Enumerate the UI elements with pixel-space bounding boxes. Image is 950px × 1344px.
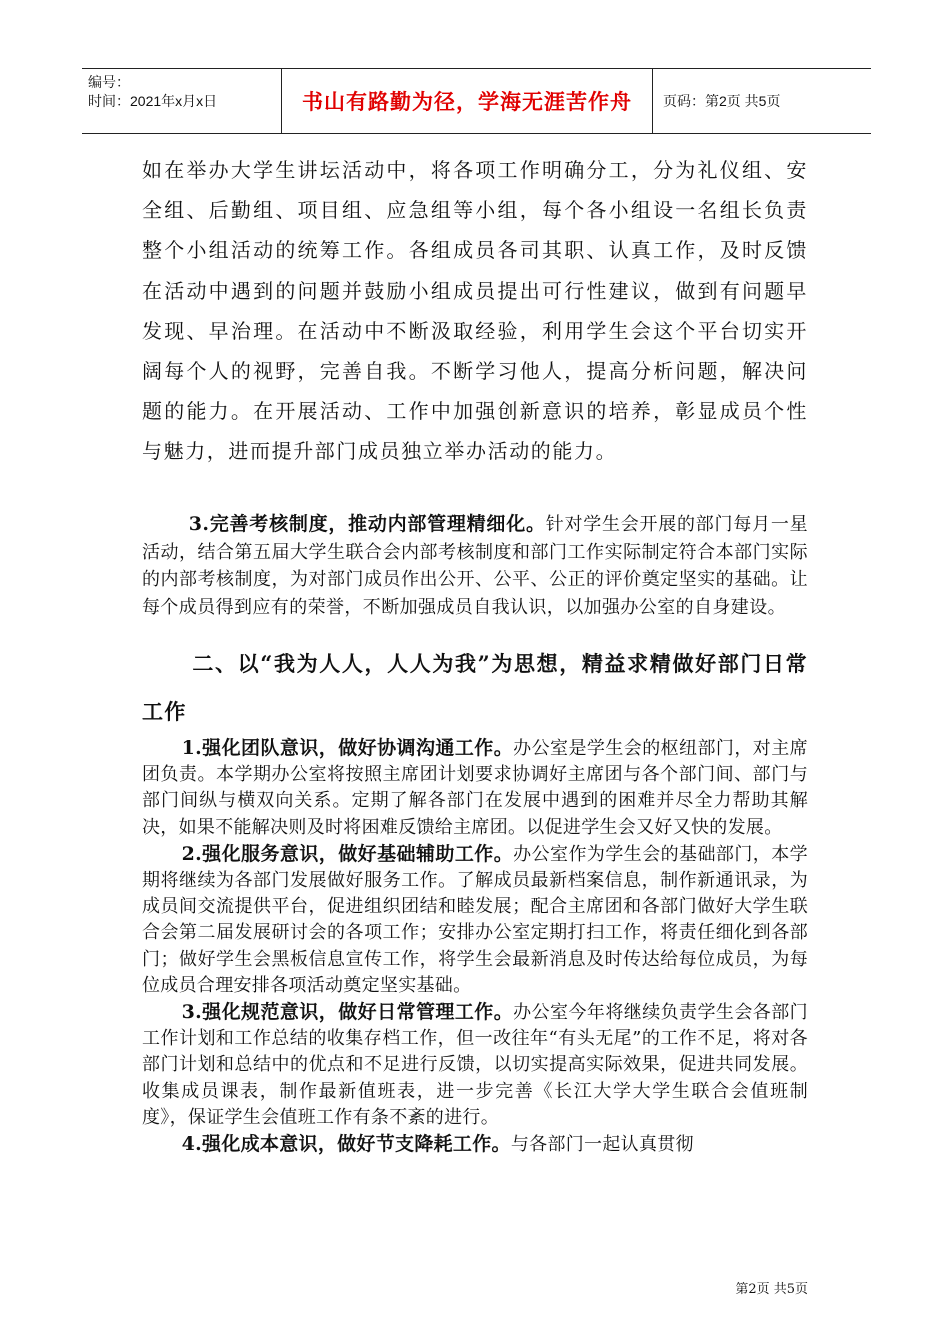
body-paragraph-1: 如在举办大学生讲坛活动中，将各项工作明确分工，分为礼仪组、安全组、后勤组、项目组、应急组等小组，每个各小组设一名组长负责整个小组活动的统筹工作。各组成员各司其职、认真工作，及时反馈在活动中遇到的问题并鼓励小组成员提出可行性建议，做到有问题早发现、早治理。在活动中不断汲取经验，利用学生会这个平台切实开阔每个人的视野，完善自我。不断学习他人，提高分析问题，解决问题的能力。在开展活动、工作中加强创新意识的培养，彰显成员个性与魅力，进而提升部门成员独立举办活动的能力。 [142, 158, 808, 464]
item-2-heading: 2.强化服务意识，做好基础辅助工作。 [181, 842, 514, 865]
header-page-number: 页码：第2页 共5页 [663, 93, 781, 109]
paragraph-2-text: 针对学生会开展的部门每月一星活动，结合第五届大学生联合会内部考核制度和部门工作实际制定符合本部门实际的内部考核制度，为对部门成员作出公开、公平、公正的评价奠定坚实的基础。让每个成员得到应有的荣誉，不断加强成员自我认识，以加强办公室的自身建设。 [142, 514, 808, 618]
header-table [82, 68, 871, 134]
document-number-label: 编号： [88, 74, 130, 90]
section-heading-2: 二、以“我为人人，人人为我”为思想，精益求精做好部门日常工作 [142, 651, 808, 724]
header-info [82, 69, 282, 133]
item-1 [142, 735, 808, 841]
body-paragraph-2 [142, 511, 808, 621]
item-3 [142, 999, 808, 1131]
header-motto: 书山有路勤为径，学海无涯苦作舟 [282, 69, 653, 133]
item-1-text: 办公室是学生会的枢纽部门，对主席团负责。本学期办公室将按照主席团计划要求协调好主席团与各个部门间、部门与部门间纵与横双向关系。定期了解各部门在发展中遇到的困难并尽全力帮助其解决，如果不能解决则及时将困难反馈给主席团。以促进学生会又好又快的发展。 [142, 738, 808, 838]
paragraph-2-heading: 3.完善考核制度，推动内部管理精细化。 [188, 513, 546, 535]
item-3-heading: 3.强化规范意识，做好日常管理工作。 [181, 1001, 514, 1024]
footer-page-number: 第2页 共5页 [735, 1282, 808, 1297]
item-4 [142, 1131, 808, 1158]
document-time-label: 时间：2021年x月x日 [88, 93, 218, 109]
item-2 [142, 841, 808, 999]
item-1-heading: 1.强化团队意识，做好协调沟通工作。 [181, 737, 514, 759]
section-items [142, 735, 808, 1158]
item-4-heading: 4.强化成本意识，做好节支降耗工作。 [181, 1133, 511, 1156]
item-2-text: 办公室作为学生会的基础部门，本学期将继续为各部门发展做好服务工作。了解成员最新档案信息，制作新通讯录，为成员间交流提供平台，促进组织团结和睦发展；配合主席团和各部门做好大学生联合会第二届发展研讨会的各项工作；安排办公室定期打扫工作，将责任细化到各部门；做好学生会黑板信息宣传工作，将学生会最新消息及时传达给每位成员，为每位成员合理安排各项活动奠定坚实基础。 [142, 843, 808, 996]
item-4-text: 与各部门一起认真贯彻 [510, 1134, 694, 1156]
item-3-text: 办公室今年将继续负责学生会各部门工作计划和工作总结的收集存档工作，但一改往年“有头无尾”的工作不足，将对各部门计划和总结中的优点和不足进行反馈，以切实提高实际效果，促进共同发展。收集成员课表，制作最新值班表，进一步完善《长江大学大学生联合会值班制度》，保证学生会值班工作有条不紊的进行。 [142, 1002, 808, 1128]
